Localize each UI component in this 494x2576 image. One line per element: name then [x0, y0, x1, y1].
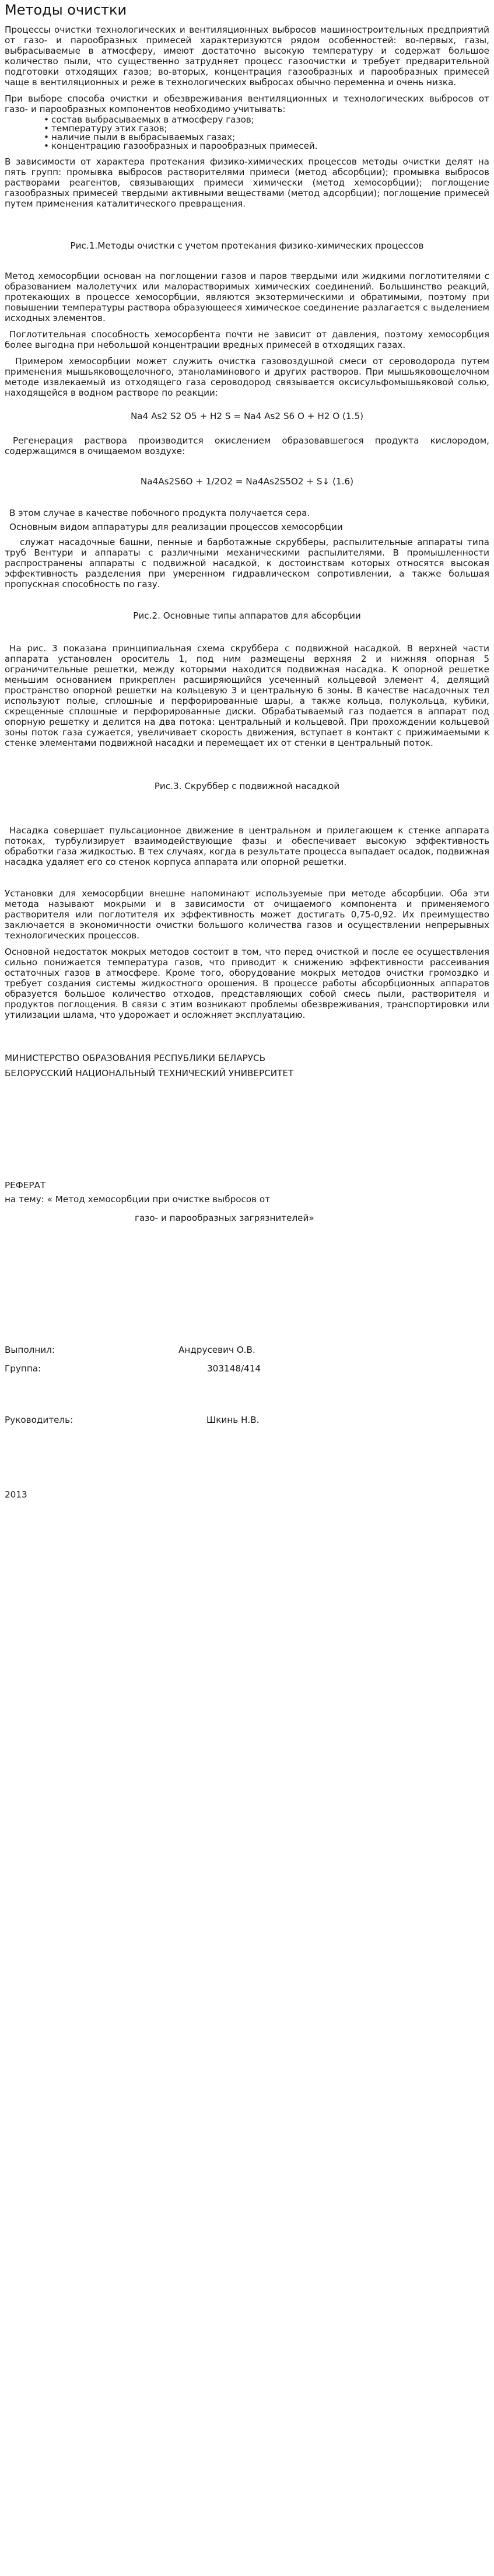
paragraph-method-groups: В зависимости от характера протекания физико-химических процессов методы очистки делят на пять групп: промывка выбросов растворителями примеси (метод абсорбции); промывка выбросов растворами реагентов, связывающих примеси химически (метод хемосорбции); поглощение газообразных примесей твердыми активными веществами (метод адсорбции); поглощение примесей путем применения каталитического превращения.: [5, 156, 489, 209]
title-page: [5, 1053, 489, 1500]
paragraph-packing-motion: Насадка совершает пульсационное движение в центральном и прилегающем к стенке аппарата потоках, турбулизирует взаимодействующие фазы и обеспечивает высокую эффективность обработки газа жидкостью. В тех случаях, когда в результате процесса выпадает осадок, подвижная насадка удаляет его со стенок корпуса аппарата или опорной решетки.: [5, 825, 489, 867]
formula-1: Na4 As2 S2 O5 + H2 S = Na4 As2 S6 O + H2 O (1.5): [130, 411, 364, 421]
list-item: • концентрацию газообразных и парообразных примесей.: [51, 142, 489, 151]
report-label: РЕФЕРАТ: [5, 1180, 46, 1191]
figure-caption-2: Рис.2. Основные типы аппаратов для абсорбции: [133, 610, 361, 621]
year: 2013: [5, 1489, 27, 1500]
university-name: БЕЛОРУССКИЙ НАЦИОНАЛЬНЫЙ ТЕХНИЧЕСКИЙ УНИВЕРСИТЕТ: [5, 1068, 294, 1078]
paragraph-chemisorption-basis: Метод хемосорбции основан на поглощении газов и паров твердыми или жидкими поглотителями с образованием малолетучих или малорастворимых химических соединений. Большинство реакций, протекающих в процессе хемосорбции, являются экзотермическими и обратимыми, поэтому при повышении температуры раствора образующееся химическое соединение разлагается с выделением исходных элементов.: [5, 271, 489, 323]
factors-list: [5, 116, 489, 151]
paragraph-absorption-capacity: Поглотительная способность хемосорбента почти не зависит от давления, поэтому хемосорбция более выгодна при небольшой концентрации вредных примесей в отходящих газах.: [5, 329, 489, 350]
supervisor-row: [5, 1415, 489, 1426]
figure-caption-1: Рис.1.Методы очистки с учетом протекания физико-химических процессов: [70, 240, 424, 251]
paragraph-scrubber-scheme: На рис. 3 показана принципиальная схема скруббера с подвижной насадкой. В верхней части аппарата установлен ороситель 1, под ним размещены верхняя 2 и нижняя опорная 5 ограничительные решетки, между которыми находится подвижная насадка. К опорной решетке меньшим основанием прикреплен расширяющийся усеченный кольцевой элемент 4, делящий пространство опорной решетки на кольцевую 3 и центральную 6 зоны. В качестве насадочных тел используют полые, сплошные и перфорированные шары, а также кольца, полукольца, кубики, скрещенные сплошные и перфорированные диски. Обрабатываемый газ подается в аппарат под опорную решетку и делится на два потока: центральный и кольцевой. При прохождении кольцевой зоны поток газа сужается, увеличивает скорость движения, вступает в контакт с прижимаемыми к стенке элементами подвижной насадки и перемещает их от стенки в центральный поток.: [5, 643, 489, 748]
figure-caption-3: Рис.3. Скруббер с подвижной насадкой: [154, 781, 340, 791]
list-item: • наличие пыли в выбрасываемых газах;: [51, 133, 489, 142]
supervisor-label: Руководитель:: [5, 1415, 73, 1425]
group-row: [5, 1363, 489, 1375]
supervisor-value: Шкинь Н.В.: [206, 1415, 260, 1425]
paragraph-apparatus-intro: Основным видом аппаратуры для реализации процессов хемосорбции: [9, 522, 343, 532]
paragraph-wet-methods: Установки для хемосорбции внешне напоминают используемые при методе абсорбции. Оба эти метода называют мокрыми и в зависимости от очищаемого компонента и применяемого растворителя или поглотителя их эффективность может достигать 0,75-0,92. Их преимущество заключается в экономичности очистки большого количества газов и осуществлении непрерывных технологических процессов.: [5, 888, 489, 941]
paragraph-byproduct: В этом случае в качестве побочного продукта получается сера.: [9, 508, 310, 518]
paragraph-example: Примером хемосорбции может служить очистка газовоздушной смеси от сероводорода путем применения мышьяковощелочного, этаноламинового и других растворов. При мышьяковощелочном методе извлекаемый из отходящего газа сероводород связывается оксисульфомышьяковой солью, находящейся в водном растворе по реакции:: [5, 356, 489, 398]
report-topic-line-2: газо- и парообразных загрязнителей»: [135, 1213, 314, 1223]
paragraph-regeneration: Регенерация раствора производится окислением образовавшегося продукта кислородом, содержащимся в очищаемом воздухе:: [5, 435, 489, 456]
ministry-name: МИНИСТЕРСТВО ОБРАЗОВАНИЯ РЕСПУБЛИКИ БЕЛАРУСЬ: [5, 1053, 266, 1063]
report-topic-line-1: на тему: « Метод хемосорбции при очистке выбросов от: [5, 1194, 271, 1205]
formula-2: Na4As2S6O + 1/2O2 = Na4As2S5O2 + S↓ (1.6): [140, 476, 354, 487]
paragraph-selection-criteria: При выборе способа очистки и обезвреживания вентиляционных и технологических выбросов от газо- и парообразных компонентов необходимо учитывать:: [5, 93, 489, 114]
group-label: Группа:: [5, 1363, 41, 1374]
list-item: • температуру этих газов;: [51, 124, 489, 133]
list-item: • состав выбрасываемых в атмосферу газов;: [51, 116, 489, 124]
paragraph-apparatus-types: служат насадочные башни, пенные и барботажные скрубберы, распылительные аппараты типа труб Вентури и аппараты с различными механическими распылителями. В промышленности распространены аппараты с подвижной насадкой, к достоинствам которых относятся высокая эффективность разделения при умеренном гидравлическом сопротивлении, а также большая пропускная способность по газу.: [5, 537, 489, 589]
performed-by-value: Андрусевич О.В.: [178, 1345, 255, 1355]
paragraph-intro: Процессы очистки технологических и вентиляционных выбросов машиностроительных предприятий от газо- и парообразных примесей характеризуются рядом особенностей: во-первых, газы, выбрасываемые в атмосферу, имеют достаточно высокую температуру и содержат большое количество пыли, что существенно затрудняет процесс газоочистки и требует предварительной подготовки отходящих газов; во-вторых, концентрация газообразных и парообразных примесей чаще в вентиляционных и реже в технологических выбросах обычно переменна и очень низка.: [5, 25, 489, 88]
performed-by-row: [5, 1345, 489, 1356]
performed-by-label: Выполнил:: [5, 1345, 55, 1355]
group-value: 303148/414: [207, 1363, 261, 1374]
page-heading: Методы очистки: [5, 2, 127, 18]
paragraph-disadvantages: Основной недостаток мокрых методов состоит в том, что перед очисткой и после ее осуществления сильно понижается температура газов, что приводит к снижению эффективности рассеивания остаточных газов в атмосфере. Кроме того, оборудование мокрых методов очистки громоздко и требует создания системы жидкостного орошения. В процессе работы абсорбционных аппаратов образуется большое количество отходов, представляющих собой смесь пыли, растворителя и продуктов поглощения. В связи с этим возникают проблемы обезвреживания, транспортировки или утилизации шлама, что удорожает и осложняет эксплуатацию.: [5, 947, 489, 1020]
document-page: [5, 0, 489, 1500]
